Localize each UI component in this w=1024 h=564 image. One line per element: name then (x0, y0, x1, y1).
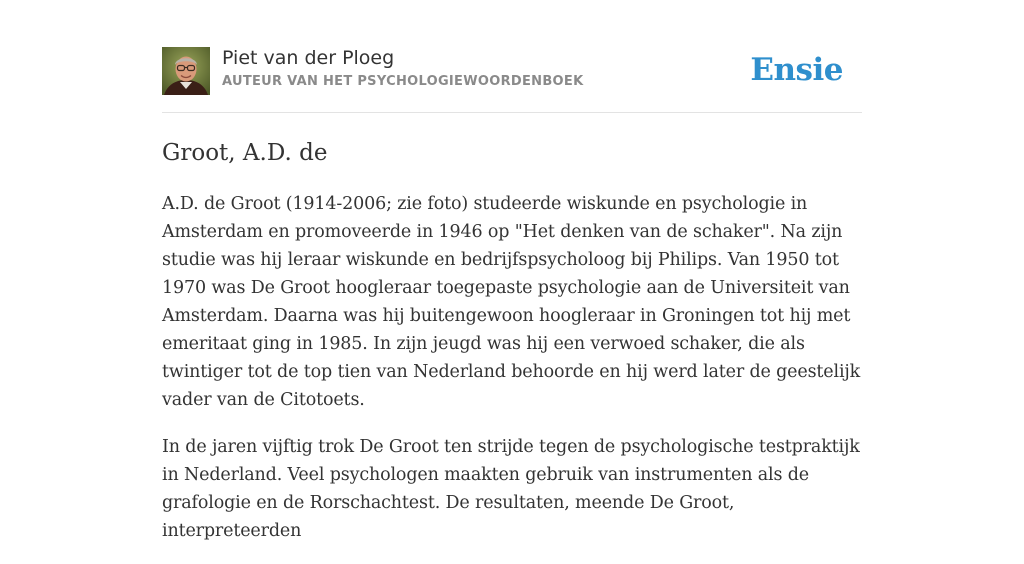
ensie-logo-link[interactable]: Ensie (750, 52, 843, 88)
author-photo-icon (162, 47, 210, 95)
article-paragraph: A.D. de Groot (1914-2006; zie foto) studeerde wiskunde en psychologie in Amsterdam en promoveerde in 1946 op "Het denken van de schaker". Na zijn studie was hij leraar wiskunde en bedrijfspsycholoog bij Philips. Van 1950 tot 1970 was De Groot hoogleraar toegepaste psychologie aan de Universiteit van Amsterdam. Daarna was hij buitengewoon hoogleraar in Groningen tot hij met emeritaat ging in 1985. In zijn jeugd was hij een verwoed schaker, die als twintiger tot de top tien van Nederland behoorde en hij werd later de geestelijk vader van de Citotoets. (162, 194, 861, 410)
article-column (162, 0, 862, 564)
article-paragraph: In de jaren vijftig trok De Groot ten strijde tegen de psychologische testpraktijk in Nederland. Veel psychologen maakten gebruik van instrumenten als de grafologie en de Rorschachtest. De resultaten, meende De Groot, interpreteerden (162, 437, 860, 541)
author-name[interactable]: Piet van der Ploeg (222, 47, 395, 69)
article-title: Groot, A.D. de (162, 140, 328, 166)
author-role: AUTEUR VAN HET PSYCHOLOGIEWOORDENBOEK (222, 74, 584, 89)
article-body (162, 190, 862, 545)
author-header (162, 0, 862, 113)
author-avatar[interactable] (162, 47, 210, 95)
